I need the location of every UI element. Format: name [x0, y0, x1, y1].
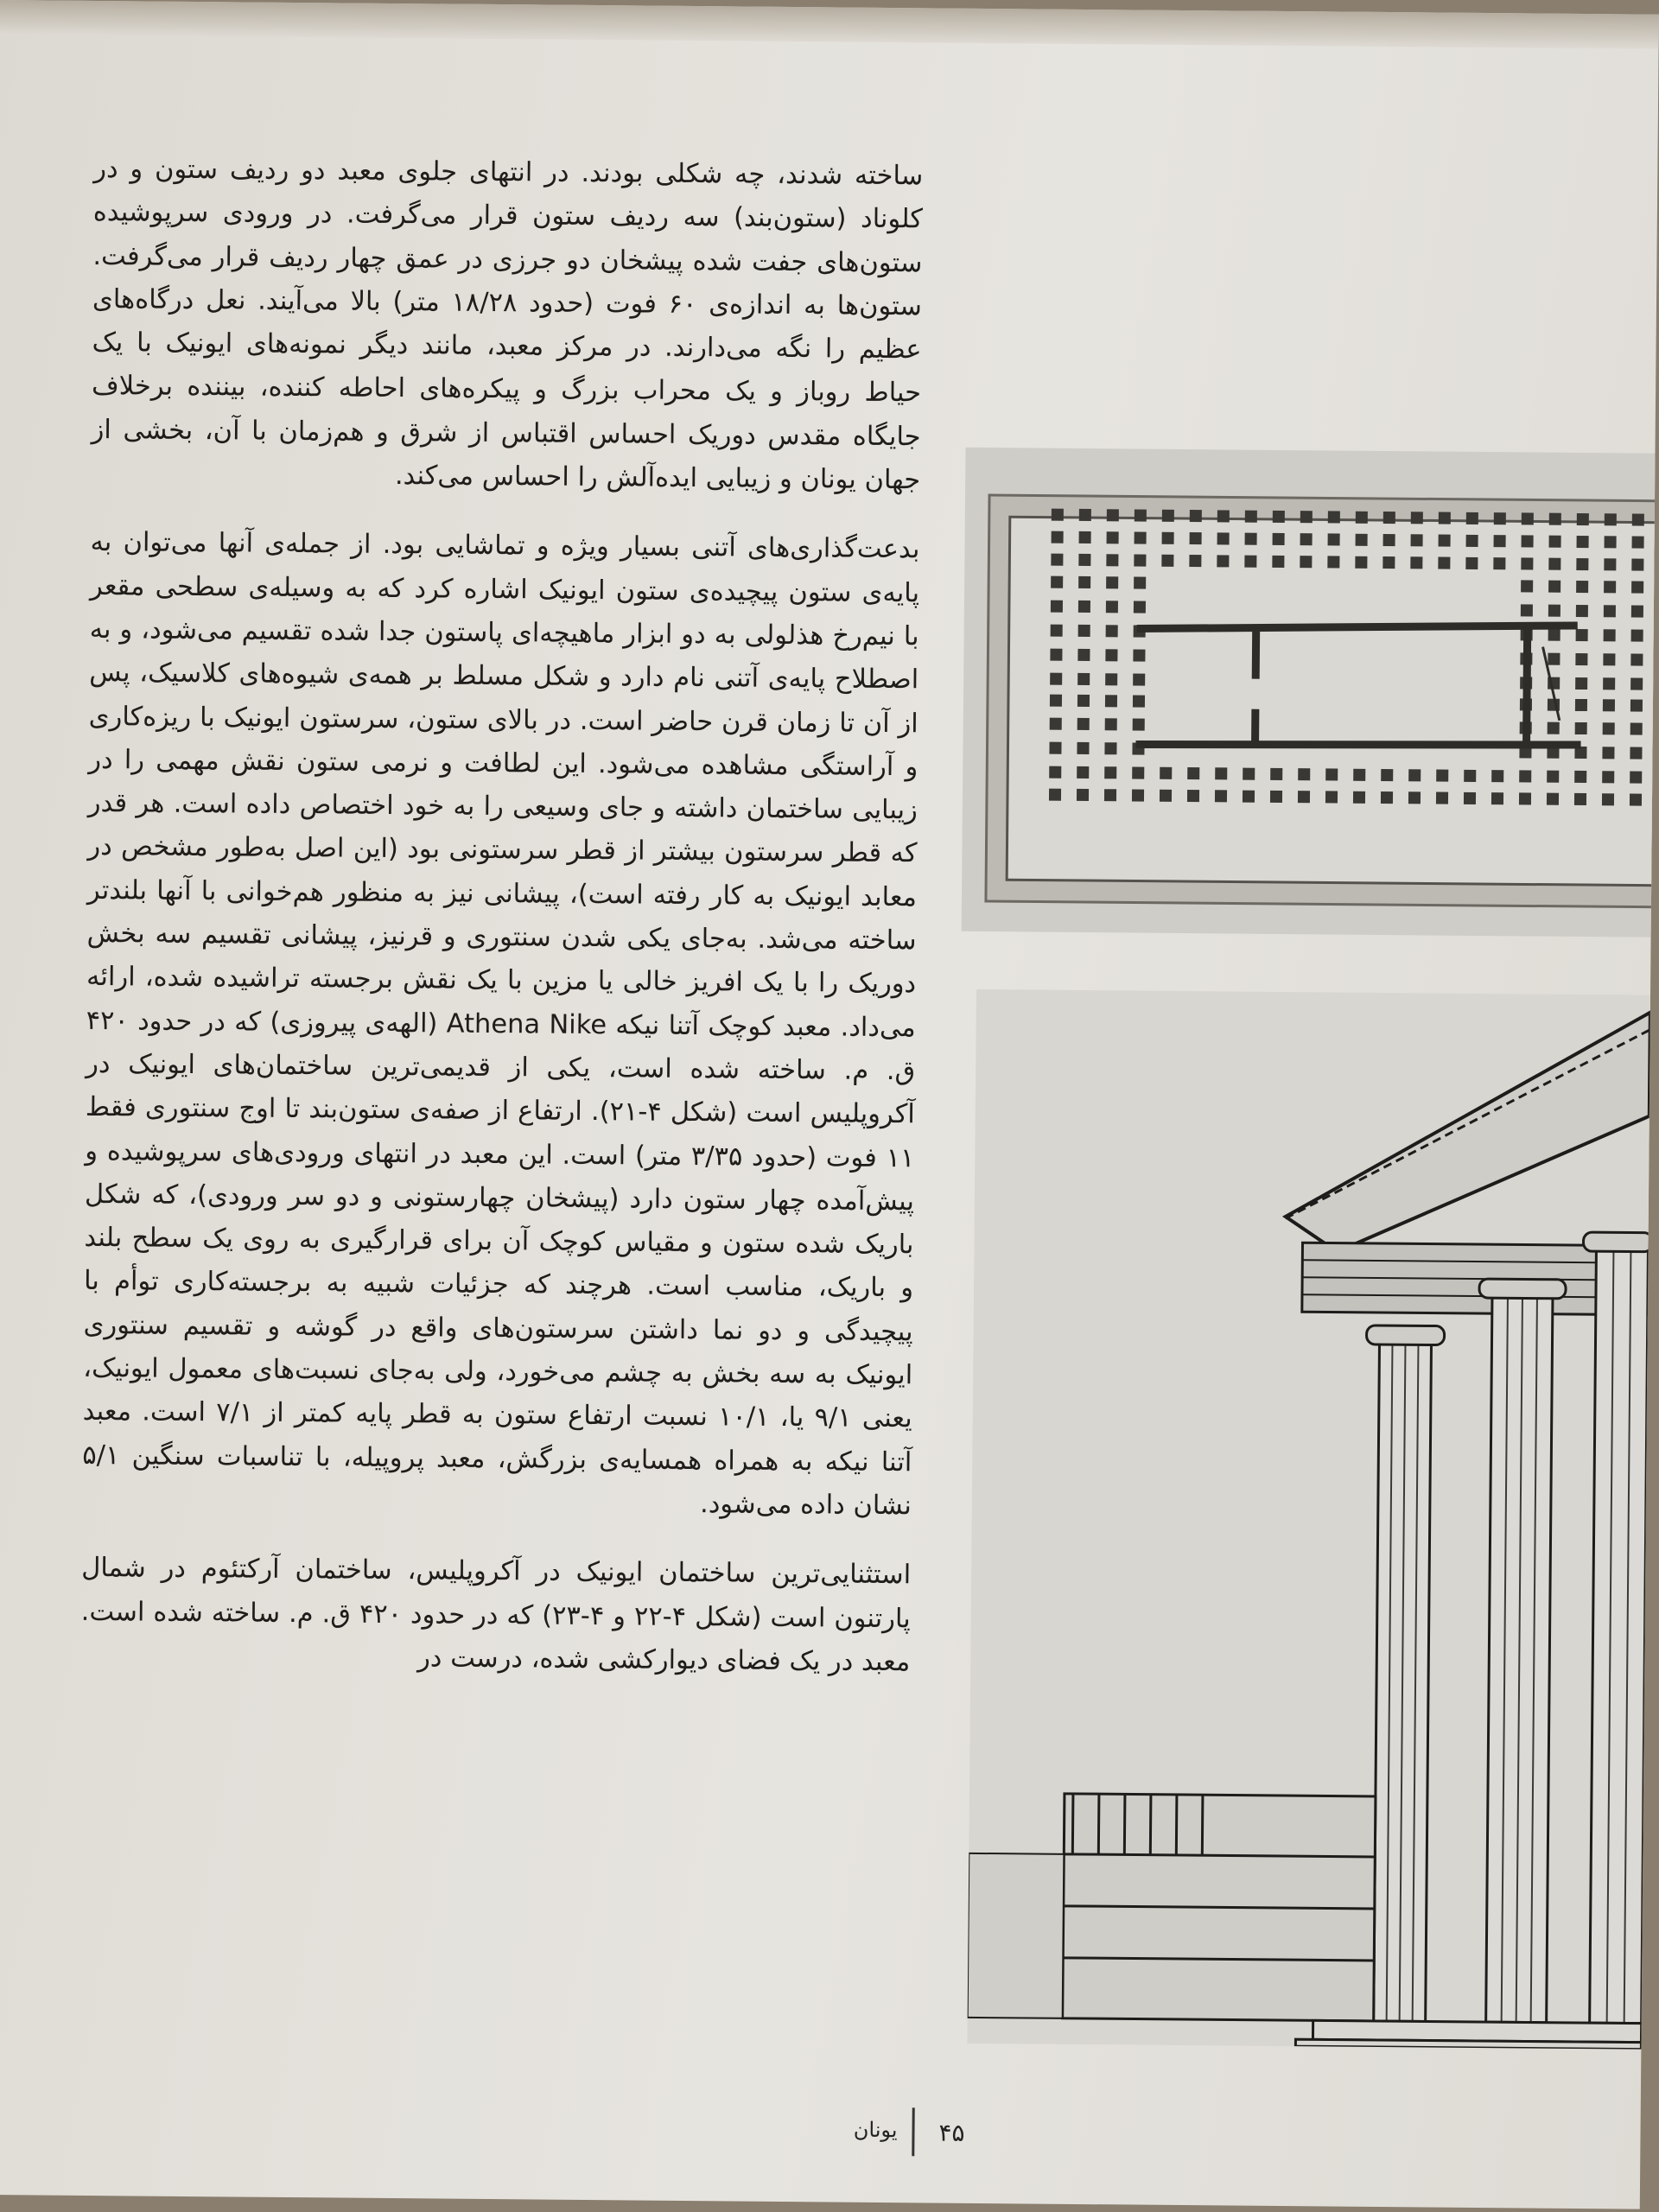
- page-footer: [810, 2107, 1019, 2160]
- page-top-shadow: [0, 0, 1659, 49]
- elevation-drawing: [967, 989, 1650, 2050]
- floor-plan-drawing: [962, 448, 1656, 938]
- paragraph-3: استثنایی‌ترین ساختمان ایونیک در آکروپلیس، ساختمان آرکتئوم در شمال پارتنون است (شکل ۴-۲۲ و ۴-۲۳) که در حدود ۴۲۰ ق. م. ساخته شده است. معبد در یک فضای دیوارکشی شده، درست در: [80, 1553, 912, 1678]
- paragraph-1: ساخته شدند، چه شکلی بودند. در انتهای جلوی معبد دو ردیف ستون و در کلوناد (ستون‌بند) سه ردیف ستون قرار می‌گرفت. در ورودی سرپوشیده ستون‌های جفت شده پیشخان دو جرزی در عمق چهار ردیف قرار می‌گرفت. ستون‌ها به اندازه‌ی ۶۰ فوت (حدود ۱۸/۲۸ متر) بالا می‌آیند. نعل درگاه‌های عظیم را نگه می‌دارند. در مرکز معبد، مانند دیگر نمونه‌های ایونیک با یک حیاط روباز و یک محراب بزرگ و پیکره‌های احاطه کننده، بیننده برخلاف جایگاه مقدس دوریک احساس اقتباس از شرق و هم‌زمان با آن، بخشی از جهان یونان و زیبایی ایده‌آلش را احساس می‌کند.: [91, 153, 924, 496]
- page-number: ۴۵: [938, 2118, 965, 2147]
- footer-divider: [912, 2107, 914, 2156]
- ionic-temple-elevation-icon: [967, 989, 1650, 2050]
- running-title: یونان: [853, 2117, 898, 2143]
- paragraph-2: بدعت‌گذاری‌های آتنی بسیار ویژه و تماشایی بود. از جمله‌ی آنها می‌توان به پایه‌ی ستون پیچیده‌ی ستون ایونیک اشاره کرد که به وسیله‌ی سطحی مقعر با نیم‌رخ هذلولی به دو ابزار ماهیچه‌ای پاستون جدا شده تقسیم می‌شود، و به اصطلاح پایه‌ی آتنی نام دارد و شکل مسلط بر همه‌ی شیوه‌های کلاسیک، پس از آن تا زمان قرن حاضر است. در بالای ستون، سرستون ایونیک با ریزه‌کاری و آراستگی مشاهده می‌شود. این لطافت و نرمی ستون نقش مهمی را در زیبایی ساختمان داشته و جای وسیعی را به خود اختصاص داده است. هر قدر که قطر سرستون بیشتر از قطر سرستونی بود (این اصل به‌طور مشخص در معابد ایونیک به کار رفته است)، پیشانی نیز به منظور هم‌خوانی با آنها بلندتر ساخته می‌شد. به‌جای یکی شدن سنتوری و قرنیز، پیشانی تقسیم سه بخش دوریک را با یک افریز خالی یا مزین با یک نقش برجسته تراشیده شده، ارائه می‌داد. معبد کوچک آتنا نیکه Athena Nike (الهه‌ی پیروزی) که در حدود ۴۲۰ ق. م. ساخته شده است، یکی از قدیمی‌ترین ساختمان‌های ایونیک در آکروپلیس است (شکل ۴-۲۱). ارتفاع از صفه‌ی ستون‌بند تا اوج سنتوری فقط ۱۱ فوت (حدود ۳/۳۵ متر) است. این معبد در انتهای ورودی‌های سرپوشیده و پیش‌آمده چهار ستون دارد (پیشخان چهارستونی و دو سر ورودی)، که شکل باریک شده ستون و مقیاس کوچک آن برای قرارگیری به روی یک سطح بلند و باریک، مناسب است. هرچند که جزئیات شبیه به برجسته‌کاری توأم با پیچیدگی و دو نما داشتن سرستون‌های واقع در گوشه و تقسیم سنتوری ایونیک به سه بخش به چشم می‌خورد، ولی به‌جای نسبت‌های معمول ایونیک، یعنی ۹/۱ یا، ۱۰/۱ نسبت ارتفاع ستون به قطر پایه کمتر از ۷/۱ است. معبد آتنا نیکه به همراه همسایه‌ی بزرگش، معبد پروپیله، با تناسبات سنگین ۵/۱ نشان داده می‌شود.: [82, 527, 920, 1522]
- temple-floor-plan-icon: [962, 448, 1656, 938]
- text-column: [80, 148, 924, 1710]
